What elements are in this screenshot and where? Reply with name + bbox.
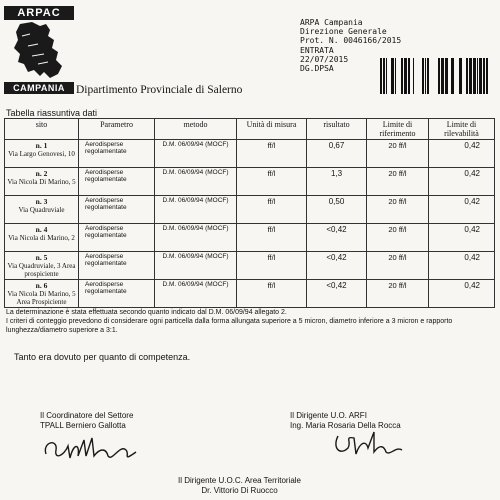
table-header-row [5,119,495,140]
cell-risultato: 0,67 [307,140,367,168]
cell-metodo: D.M. 06/09/94 (MOCF) [155,252,237,280]
cell-unita: ff/l [237,168,307,196]
signer-name: Dr. Vittorio Di Ruocco [201,486,278,495]
barcode-bar [483,58,485,94]
cell-metodo: D.M. 06/09/94 (MOCF) [155,224,237,252]
cell-parametro: Aerodisperse regolamentate [79,280,155,308]
note-line: La determinazione è stata effettuata secondo quanto indicato dal D.M. 06/09/94 allegato 2. [6,309,287,316]
cell-limite-rilevabilita: 0,42 [429,140,495,168]
note-line: I criteri di conteggio prevedono di considerare ogni particella dalla forma allungata superiore a 5 micron, diametro inferiore a 3 micron e rapporto lunghezza/diametro superiore a 3:1. [6,318,453,334]
site-number: n. 5 [35,253,48,262]
table-row [5,224,495,252]
barcode-bar [380,58,382,94]
signer-name: TPALL Berniero Gallotta [40,421,126,430]
cell-limite-rilevabilita: 0,42 [429,196,495,224]
barcode [380,58,492,94]
cell-parametro: Aerodisperse regolamentate [79,140,155,168]
cell-risultato: 0,50 [307,196,367,224]
barcode-bar [401,58,403,94]
signature-block-bottom [178,476,301,496]
cell-parametro: Aerodisperse regolamentate [79,224,155,252]
site-number: n. 3 [35,197,48,206]
cell-metodo: D.M. 06/09/94 (MOCF) [155,168,237,196]
closing-text: Tanto era dovuto per quanto di competenza. [14,352,191,362]
barcode-bar [479,58,482,94]
table-row [5,168,495,196]
arpac-logo [4,6,74,96]
cell-parametro: Aerodisperse regolamentate [79,196,155,224]
site-number: n. 2 [35,169,48,178]
cell-sito [5,280,79,308]
table-row [5,252,495,280]
signer-role: Il Dirigente U.O.C. Area Territoriale [178,476,302,485]
cell-metodo: D.M. 06/09/94 (MOCF) [155,196,237,224]
cell-parametro: Aerodisperse regolamentate [79,252,155,280]
signer-name: Ing. Maria Rosaria Della Rocca [290,421,401,430]
cell-sito [5,168,79,196]
site-address: Via Nicola Di Marino, 5 [7,178,76,186]
signer-role: Il Dirigente U.O. ARFI [290,411,367,420]
header-limite-rilevabilita: Limite di rilevabilità [429,119,495,140]
barcode-bar [466,58,468,94]
cell-risultato: <0,42 [307,252,367,280]
cell-sito [5,224,79,252]
stamp-line: DG.DPSA [300,64,334,74]
handwritten-signature-left [40,432,140,466]
table-title: Tabella riassuntiva dati [6,108,98,118]
site-address: Via Largo Genovesi, 10 [8,150,75,158]
cell-limite-rilevabilita: 0,42 [429,252,495,280]
cell-risultato: <0,42 [307,280,367,308]
barcode-bar [473,58,476,94]
cell-parametro: Aerodisperse regolamentate [79,168,155,196]
stamp-line: 22/07/2015 [300,54,349,64]
barcode-bar [445,58,448,94]
barcode-bar [391,58,394,94]
barcode-bar [438,58,440,94]
cell-unita: ff/l [237,280,307,308]
cell-limite-riferimento: 20 ff/l [367,168,429,196]
cell-limite-rilevabilita: 0,42 [429,280,495,308]
site-address: Via Quadruviale, 3 Area prospiciente [7,262,76,278]
stamp-line: Prot. N. 0046166/2015 [300,36,402,46]
cell-unita: ff/l [237,252,307,280]
site-number: n. 4 [35,225,48,234]
cell-metodo: D.M. 06/09/94 (MOCF) [155,280,237,308]
cell-sito [5,252,79,280]
handwritten-signature-right [330,428,406,458]
cell-risultato: <0,42 [307,224,367,252]
barcode-bar [469,58,472,94]
site-address: Via Quadruviale [18,206,65,214]
cell-sito [5,196,79,224]
barcode-bar [486,58,488,94]
header-metodo: metodo [155,119,237,140]
signer-role: Il Coordinatore del Settore [40,411,134,420]
barcode-bar [395,58,396,94]
cell-limite-riferimento: 20 ff/l [367,196,429,224]
barcode-bar [404,58,407,94]
stamp-line: ENTRATA [300,45,334,55]
table-row [5,140,495,168]
site-number: n. 1 [35,141,48,150]
barcode-bar [383,58,385,94]
header-sito: sito [5,119,79,140]
barcode-bar [422,58,424,94]
site-address: Via Nicola di Marino, 2 [8,234,75,242]
barcode-bar [425,58,426,94]
logo-bottom-text: CAMPANIA [4,82,74,94]
department-title: Dipartimento Provinciale di Salerno [76,84,243,96]
method-notes [6,308,494,335]
barcode-bar [386,58,387,94]
logo-top-text: ARPAC [4,6,74,20]
cell-risultato: 1,3 [307,168,367,196]
header-parametro: Parametro [79,119,155,140]
cell-metodo: D.M. 06/09/94 (MOCF) [155,140,237,168]
cell-limite-riferimento: 20 ff/l [367,280,429,308]
cell-unita: ff/l [237,140,307,168]
barcode-bar [451,58,454,94]
barcode-bar [413,58,414,94]
stamp-line: Direzione Generale [300,27,387,37]
campania-map-icon [10,20,68,82]
signature-block-left [40,411,133,431]
barcode-bar [408,58,410,94]
site-address: Via Nicola Di Marino, 5 Area Prospiciente [7,290,76,306]
header-limite-riferimento: Limite di riferimento [367,119,429,140]
cell-unita: ff/l [237,196,307,224]
table-row [5,280,495,308]
cell-limite-rilevabilita: 0,42 [429,224,495,252]
site-number: n. 6 [35,281,48,290]
summary-table [4,118,495,308]
barcode-bar [427,58,429,94]
cell-limite-riferimento: 20 ff/l [367,140,429,168]
header-risultato: risultato [307,119,367,140]
stamp-line: ARPA Campania [300,18,363,27]
cell-limite-riferimento: 20 ff/l [367,252,429,280]
cell-limite-rilevabilita: 0,42 [429,168,495,196]
cell-unita: ff/l [237,224,307,252]
cell-sito [5,140,79,168]
header-unita: Unità di misura [237,119,307,140]
barcode-bar [459,58,462,94]
barcode-bar [477,58,478,94]
barcode-bar [441,58,444,94]
cell-limite-riferimento: 20 ff/l [367,224,429,252]
table-row [5,196,495,224]
